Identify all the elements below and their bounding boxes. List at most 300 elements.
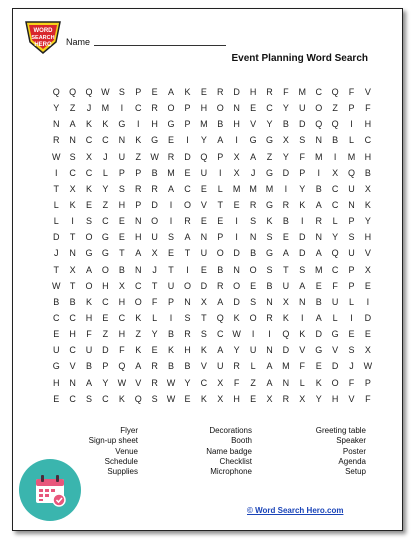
grid-letter: U (52, 345, 60, 356)
grid-letter: X (282, 135, 289, 146)
grid-letter: J (152, 264, 157, 275)
grid-letter: C (102, 393, 109, 404)
word-item: Microphone (210, 467, 252, 477)
word-item: Sign-up sheet (88, 436, 138, 446)
grid-letter: E (151, 87, 158, 98)
grid-letter: I (235, 216, 238, 227)
grid-letter: L (349, 135, 355, 146)
grid-letter: Q (282, 329, 290, 340)
grid-letter: N (118, 135, 126, 146)
grid-letter: Q (134, 393, 142, 404)
grid-letter: E (282, 232, 289, 243)
grid-letter: E (250, 280, 257, 291)
svg-text:WORD: WORD (33, 28, 53, 34)
grid-letter: W (166, 393, 176, 404)
grid-letter: U (331, 296, 339, 307)
grid-letter: B (315, 296, 322, 307)
grid-letter: C (315, 87, 322, 98)
grid-row (48, 229, 376, 245)
grid-letter: Q (331, 87, 339, 98)
grid-letter: Q (315, 119, 323, 130)
grid-letter: T (69, 280, 76, 291)
word-item: Booth (231, 436, 252, 446)
grid-letter: C (134, 103, 142, 114)
grid-letter: R (167, 151, 175, 162)
grid-letter: J (53, 248, 59, 259)
grid-row (48, 116, 376, 132)
grid-letter: F (332, 280, 338, 291)
grid-letter: H (331, 393, 339, 404)
grid-letter: E (217, 216, 224, 227)
grid-letter: F (365, 393, 371, 404)
grid-letter: F (348, 87, 355, 98)
grid-letter: I (333, 151, 337, 162)
grid-letter: G (101, 232, 109, 243)
grid-letter: I (169, 200, 173, 211)
grid-letter: W (51, 280, 61, 291)
grid-letter: R (282, 393, 290, 404)
name-field-line[interactable] (94, 45, 226, 46)
grid-letter: S (184, 313, 191, 324)
grid-letter: I (350, 313, 353, 324)
grid-letter: D (299, 232, 306, 243)
grid-letter: S (250, 216, 257, 227)
word-item: Supplies (107, 467, 138, 477)
grid-letter: S (250, 296, 257, 307)
grid-letter: K (86, 183, 93, 194)
grid-row (48, 245, 376, 261)
grid-letter: S (299, 264, 306, 275)
grid-letter: L (299, 377, 305, 388)
grid-letter: T (53, 264, 59, 275)
grid-letter: E (53, 329, 60, 340)
grid-letter: Y (282, 151, 289, 162)
grid-letter: P (348, 280, 355, 291)
grid-letter: R (233, 361, 240, 372)
grid-row (48, 197, 376, 213)
name-label: Name (66, 37, 91, 47)
grid-letter: K (364, 200, 371, 211)
grid-letter: I (169, 216, 173, 227)
grid-letter: O (249, 313, 257, 324)
grid-letter: U (118, 151, 126, 162)
grid-letter: C (184, 183, 191, 194)
grid-letter: B (315, 183, 322, 194)
grid-letter: I (54, 167, 58, 178)
grid-letter: E (168, 248, 175, 259)
grid-letter: B (282, 119, 289, 130)
grid-letter: B (266, 280, 273, 291)
grid-letter: P (348, 216, 355, 227)
grid-letter: X (233, 167, 240, 178)
grid-letter: E (102, 313, 109, 324)
grid-letter: F (299, 151, 306, 162)
grid-letter: B (364, 167, 371, 178)
grid-letter: B (250, 248, 257, 259)
grid-letter: C (102, 216, 109, 227)
grid-letter: Q (118, 361, 126, 372)
grid-letter: H (118, 329, 126, 340)
grid-letter: Y (266, 119, 273, 130)
grid-letter: E (86, 200, 93, 211)
grid-letter: Z (332, 103, 338, 114)
grid-row (48, 213, 376, 229)
grid-letter: X (266, 393, 273, 404)
grid-letter: H (249, 87, 257, 98)
grid-letter: C (69, 167, 76, 178)
grid-letter: Y (151, 329, 158, 340)
grid-letter: B (69, 296, 76, 307)
grid-letter: Y (53, 103, 60, 114)
grid-letter: O (134, 296, 142, 307)
grid-letter: K (102, 119, 109, 130)
word-item: Venue (115, 446, 138, 456)
grid-letter: L (53, 216, 59, 227)
grid-letter: S (299, 135, 306, 146)
grid-letter: Q (331, 119, 339, 130)
grid-letter: L (332, 216, 338, 227)
grid-letter: C (331, 200, 339, 211)
grid-letter: U (299, 103, 306, 114)
grid-letter: Z (69, 103, 76, 114)
grid-letter: W (232, 329, 241, 340)
grid-letter: N (184, 296, 191, 307)
grid-letter: O (167, 103, 175, 114)
grid-letter: F (119, 345, 125, 356)
grid-letter: J (86, 103, 92, 114)
grid-letter: T (217, 200, 224, 211)
grid-letter: O (85, 232, 93, 243)
grid-letter: A (217, 135, 224, 146)
grid-letter: Z (266, 151, 273, 162)
grid-letter: P (217, 151, 224, 162)
website-link[interactable]: © Word Search Hero.com (247, 506, 344, 515)
grid-letter: M (167, 167, 175, 178)
grid-letter: N (233, 264, 240, 275)
grid-row (48, 278, 376, 294)
grid-letter: Q (200, 151, 208, 162)
grid-letter: H (151, 119, 158, 130)
grid-letter: V (299, 345, 306, 356)
grid-letter: Q (69, 87, 77, 98)
grid-letter: O (331, 377, 339, 388)
grid-letter: C (69, 313, 76, 324)
word-search-hero-logo (24, 20, 62, 54)
grid-letter: P (135, 200, 142, 211)
grid-letter: X (200, 296, 207, 307)
grid-row (48, 326, 376, 342)
grid-letter: T (151, 280, 158, 291)
grid-letter: N (315, 232, 322, 243)
grid-letter: K (118, 393, 125, 404)
grid-letter: S (86, 393, 93, 404)
grid-letter: E (151, 345, 158, 356)
grid-letter: B (53, 296, 60, 307)
grid-letter: P (348, 264, 355, 275)
grid-letter: X (299, 393, 306, 404)
grid-letter: N (69, 248, 76, 259)
grid-letter: D (184, 151, 191, 162)
grid-letter: Y (282, 103, 289, 114)
grid-letter: P (168, 296, 175, 307)
grid-letter: D (102, 345, 109, 356)
grid-letter: U (167, 280, 175, 291)
grid-letter: N (134, 264, 142, 275)
grid-letter: E (184, 167, 191, 178)
grid-letter: T (53, 183, 59, 194)
grid-row (48, 149, 376, 165)
word-item: Greeting table (315, 426, 366, 435)
grid-letter: X (364, 183, 371, 194)
grid-letter: R (151, 183, 158, 194)
grid-letter: G (265, 167, 273, 178)
grid-letter: X (151, 248, 158, 259)
grid-letter: L (53, 200, 59, 211)
grid-letter: V (332, 345, 339, 356)
grid-letter: E (250, 393, 257, 404)
grid-letter: Y (233, 345, 240, 356)
grid-letter: W (150, 151, 159, 162)
grid-letter: N (69, 377, 76, 388)
grid-letter: A (266, 377, 273, 388)
grid-row (48, 358, 376, 374)
grid-row (48, 181, 376, 197)
grid-letter: A (86, 377, 93, 388)
grid-letter: X (332, 167, 339, 178)
grid-row (48, 165, 376, 181)
grid-letter: G (85, 248, 93, 259)
grid-letter: U (217, 361, 224, 372)
grid-letter: O (101, 264, 109, 275)
grid-letter: C (200, 377, 208, 388)
grid-letter: B (184, 361, 191, 372)
grid-letter: Q (85, 87, 93, 98)
grid-letter: T (184, 248, 191, 259)
grid-letter: P (184, 103, 191, 114)
grid-letter: M (101, 103, 110, 114)
grid-letter: U (348, 183, 355, 194)
grid-letter: R (151, 377, 158, 388)
grid-letter: C (85, 167, 93, 178)
grid-letter: Q (52, 87, 60, 98)
grid-letter: A (184, 232, 191, 243)
grid-letter: M (298, 87, 307, 98)
word-item: Name badge (206, 446, 252, 456)
grid-letter: R (134, 183, 142, 194)
grid-row (48, 84, 376, 100)
grid-letter: F (233, 377, 240, 388)
grid-letter: Z (135, 329, 141, 340)
grid-letter: Y (200, 135, 207, 146)
grid-letter: S (151, 393, 158, 404)
grid-letter: U (200, 248, 208, 259)
grid-letter: L (217, 183, 223, 194)
grid-letter: M (265, 183, 274, 194)
grid-letter: N (69, 135, 76, 146)
grid-letter: L (152, 313, 158, 324)
grid-letter: K (69, 200, 76, 211)
grid-letter: Y (364, 216, 371, 227)
grid-letter: I (350, 119, 353, 130)
grid-letter: I (219, 167, 222, 178)
grid-letter: X (364, 264, 371, 275)
grid-letter: N (282, 377, 290, 388)
grid-letter: F (151, 296, 158, 307)
grid-letter: D (331, 361, 339, 372)
svg-text:HERO: HERO (34, 42, 52, 48)
grid-letter: U (85, 345, 93, 356)
grid-letter: W (51, 151, 61, 162)
grid-letter: H (118, 296, 126, 307)
grid-row (48, 262, 376, 278)
grid-letter: H (102, 280, 109, 291)
grid-letter: P (135, 87, 142, 98)
grid-letter: C (69, 393, 76, 404)
grid-letter: U (282, 280, 290, 291)
grid-letter: S (86, 216, 93, 227)
grid-letter: V (69, 361, 76, 372)
grid-letter: H (233, 119, 240, 130)
grid-letter: D (299, 248, 306, 259)
grid-letter: K (86, 296, 93, 307)
grid-letter: K (299, 200, 306, 211)
grid-letter: E (53, 393, 60, 404)
grid-letter: I (169, 313, 173, 324)
grid-letter: C (69, 345, 76, 356)
grid-letter: R (184, 329, 191, 340)
grid-letter: S (118, 87, 125, 98)
grid-letter: K (86, 119, 93, 130)
grid-letter: O (315, 103, 323, 114)
grid-letter: G (331, 329, 339, 340)
grid-letter: E (348, 329, 355, 340)
grid-letter: R (184, 216, 191, 227)
grid-letter: Y (184, 377, 191, 388)
grid-letter: R (52, 135, 60, 146)
grid-letter: S (168, 232, 175, 243)
grid-letter: I (301, 313, 304, 324)
grid-letter: M (347, 151, 356, 162)
grid-letter: D (200, 280, 208, 291)
grid-letter: X (118, 280, 125, 291)
grid-letter: K (315, 377, 322, 388)
grid-letter: Q (216, 313, 224, 324)
grid-letter: H (85, 313, 93, 324)
page-title: Event Planning Word Search (231, 53, 368, 64)
word-item: Decorations (209, 426, 252, 435)
grid-letter: Y (315, 393, 322, 404)
grid-letter: X (364, 345, 371, 356)
grid-letter: X (217, 377, 224, 388)
grid-letter: J (103, 151, 108, 162)
grid-letter: I (71, 216, 74, 227)
grid-letter: H (184, 345, 191, 356)
grid-letter: A (168, 87, 175, 98)
grid-letter: D (233, 87, 240, 98)
grid-letter: E (364, 280, 371, 291)
grid-letter: K (200, 345, 207, 356)
grid-letter: E (118, 216, 125, 227)
grid-letter: I (317, 167, 320, 178)
grid-letter: E (250, 103, 257, 114)
grid-letter: K (135, 135, 142, 146)
grid-letter: R (315, 216, 322, 227)
grid-letter: G (265, 135, 273, 146)
grid-letter: I (301, 216, 304, 227)
grid-letter: D (233, 248, 240, 259)
grid-letter: K (168, 345, 175, 356)
grid-letter: I (136, 119, 140, 130)
grid-letter: Y (299, 183, 306, 194)
grid-letter: R (249, 200, 257, 211)
grid-letter: E (200, 183, 207, 194)
grid-letter: B (332, 135, 339, 146)
grid-letter: D (151, 200, 158, 211)
grid-letter: I (120, 103, 124, 114)
grid-letter: H (134, 232, 142, 243)
grid-letter: O (233, 280, 241, 291)
grid-letter: N (266, 345, 273, 356)
grid-letter: K (135, 345, 142, 356)
grid-letter: V (135, 377, 142, 388)
grid-letter: H (52, 377, 60, 388)
grid-letter: E (200, 87, 207, 98)
grid-letter: I (186, 135, 189, 146)
grid-letter: D (282, 167, 290, 178)
grid-letter: N (299, 296, 306, 307)
grid-letter: F (365, 103, 371, 114)
grid-letter: C (266, 103, 273, 114)
grid-letter: C (52, 313, 60, 324)
grid-letter: X (233, 151, 240, 162)
grid-letter: G (265, 248, 273, 259)
grid-letter: V (364, 87, 371, 98)
grid-letter: C (118, 313, 126, 324)
grid-letter: E (200, 264, 207, 275)
grid-letter: A (135, 248, 142, 259)
grid-letter: G (249, 135, 257, 146)
grid-letter: B (86, 361, 93, 372)
grid-letter: E (184, 393, 191, 404)
grid-letter: Z (102, 329, 109, 340)
grid-letter: P (118, 167, 125, 178)
word-list-column-2 (180, 426, 252, 477)
grid-letter: B (168, 361, 175, 372)
grid-letter: X (69, 183, 76, 194)
grid-letter: M (249, 183, 257, 194)
grid-letter: P (102, 361, 109, 372)
grid-row (48, 100, 376, 116)
grid-letter: E (118, 232, 125, 243)
grid-letter: K (299, 329, 306, 340)
grid-letter: O (85, 280, 93, 291)
grid-letter: D (52, 232, 60, 243)
calendar-icon (19, 459, 81, 521)
grid-letter: B (168, 329, 175, 340)
grid-letter: D (282, 345, 290, 356)
word-item: Speaker (336, 436, 366, 446)
grid-letter: A (282, 248, 289, 259)
grid-letter: C (331, 183, 339, 194)
grid-letter: R (151, 361, 158, 372)
grid-letter: S (69, 151, 76, 162)
grid-letter: X (217, 393, 224, 404)
grid-letter: P (364, 377, 371, 388)
grid-letter: I (186, 264, 189, 275)
grid-letter: H (200, 103, 208, 114)
grid-letter: O (183, 280, 191, 291)
word-item: Checklist (219, 456, 252, 466)
